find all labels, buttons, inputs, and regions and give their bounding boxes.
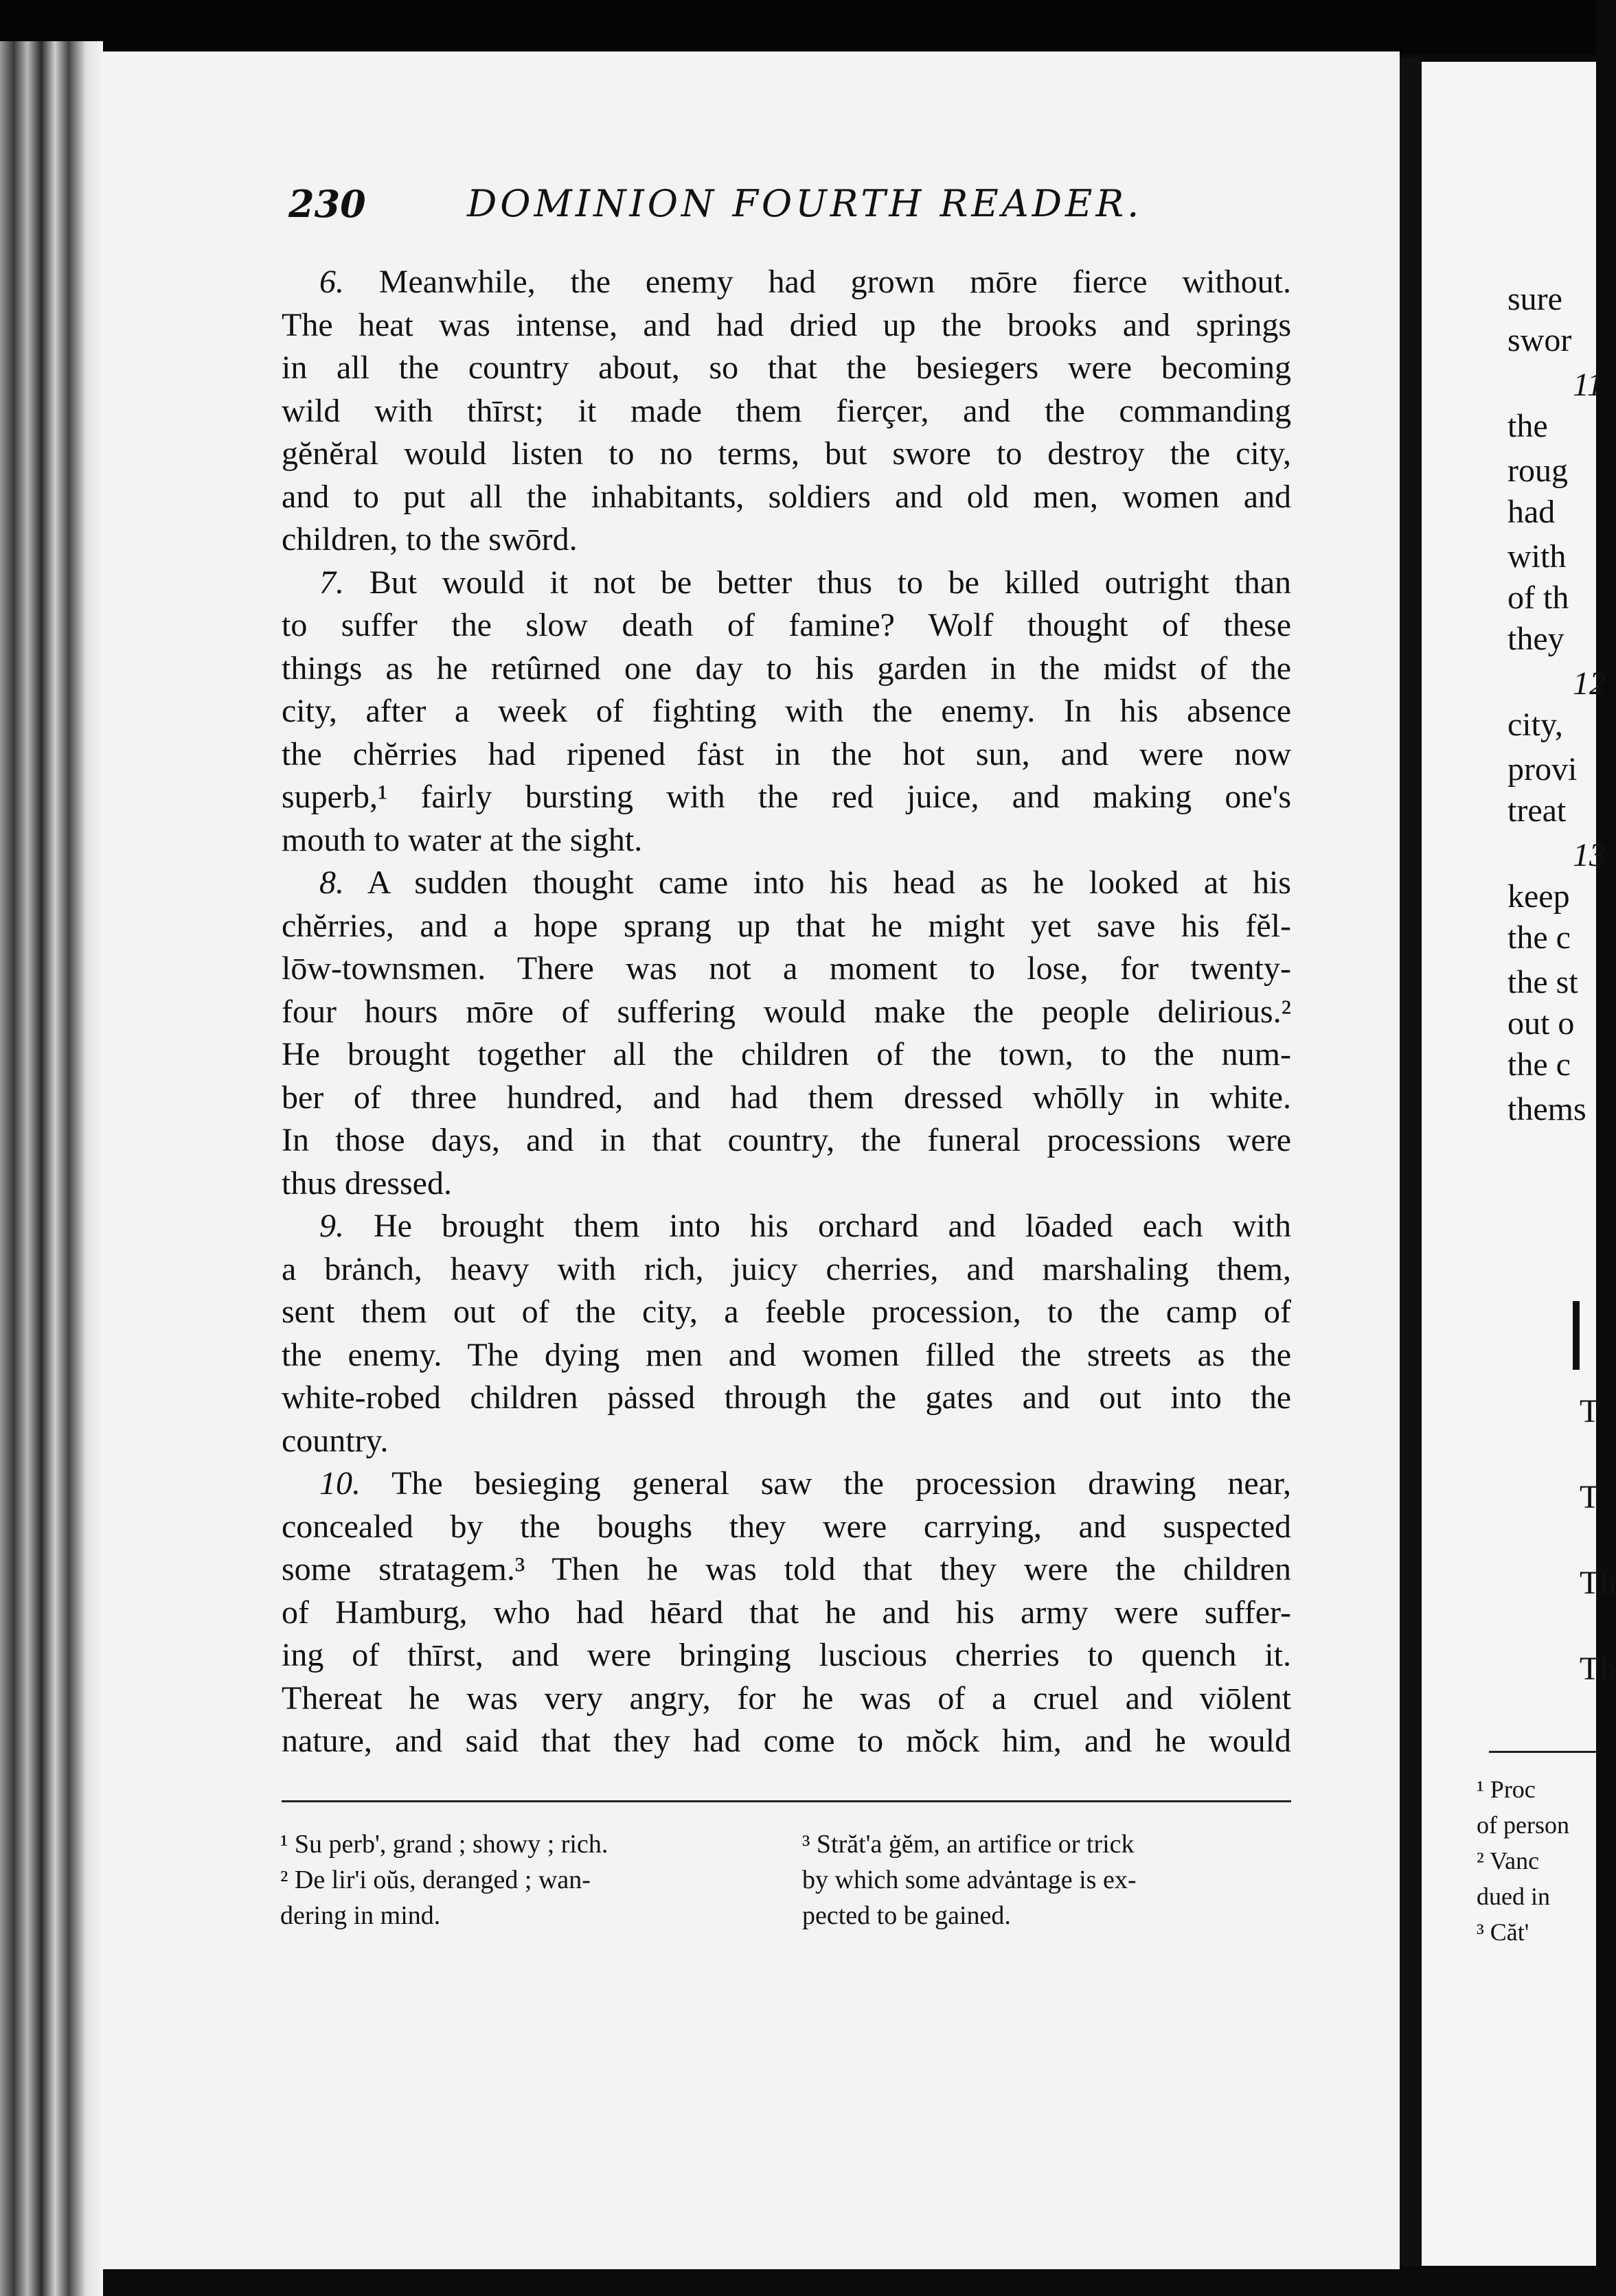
line-text: the enemy. The dying men and women filled the streets as the	[282, 1336, 1291, 1373]
text-line	[282, 1119, 1291, 1162]
facing-page-line: city,	[1507, 707, 1563, 743]
text-line	[282, 1720, 1291, 1763]
footnote-line: dering in mind.	[280, 1901, 441, 1930]
line-text: country.	[282, 1422, 389, 1459]
facing-page-line: out o	[1507, 1005, 1575, 1042]
line-text: city, after a week of fighting with the enemy. In his absence	[282, 693, 1291, 729]
facing-page-line: the c	[1507, 1046, 1571, 1083]
footnote-rule	[282, 1800, 1291, 1802]
facing-page-line: provi	[1507, 751, 1578, 788]
line-text: lōw-townsmen. There was not a moment to lose, for twenty-	[282, 950, 1291, 987]
text-line	[282, 1592, 1291, 1635]
line-text: sent them out of the city, a feeble procession, to the camp of	[282, 1294, 1291, 1330]
line-text: The besieging general saw the procession drawing near,	[391, 1465, 1291, 1502]
text-line	[282, 1377, 1291, 1420]
text-line	[282, 1548, 1291, 1592]
facing-page-line: the st	[1507, 964, 1578, 1000]
facing-page-line: roug	[1507, 452, 1568, 489]
facing-page-poem-initial: T	[1580, 1393, 1600, 1430]
text-line	[282, 347, 1291, 390]
text-line	[282, 1677, 1291, 1721]
paragraph-number: 9.	[319, 1208, 344, 1244]
facing-page-line: had	[1507, 494, 1556, 530]
facing-page-line: keep	[1507, 878, 1570, 915]
line-text: ber of three hundred, and had them dressed whōlly in white.	[282, 1079, 1291, 1116]
footnote-line: pected to be gained.	[802, 1901, 1011, 1930]
text-line	[282, 1248, 1291, 1292]
text-line	[282, 905, 1291, 948]
facing-page-line: they	[1507, 621, 1564, 657]
line-text: white-robed children pȧssed through the gates and out into the	[282, 1379, 1291, 1416]
text-line	[282, 647, 1291, 691]
running-title: DOMINION FOURTH READER.	[467, 182, 1143, 225]
line-text: and to put all the inhabitants, soldiers and old men, women and	[282, 478, 1291, 515]
text-line	[282, 776, 1291, 819]
facing-page-line: swor	[1507, 322, 1572, 358]
text-line	[282, 1205, 1291, 1248]
line-text: a brȧnch, heavy with rich, juicy cherries, and marshaling them,	[282, 1250, 1291, 1287]
footnotes-right-column	[802, 1826, 1283, 1933]
line-text: ing of thīrst, and were bringing luscious cherries to quench it.	[282, 1637, 1291, 1673]
text-line	[282, 304, 1291, 347]
facing-page-line: 13.	[1573, 837, 1614, 873]
facing-page-poem-initial: Th	[1580, 1565, 1616, 1601]
facing-page-footnote-line: dued in	[1477, 1883, 1550, 1910]
text-line	[282, 991, 1291, 1034]
line-text: four hours mōre of suffering would make the people delirious.²	[282, 993, 1291, 1030]
text-line	[282, 819, 1291, 862]
text-line	[282, 948, 1291, 991]
line-text: chĕrries, and a hope sprang up that he might yet save his fĕl-	[282, 907, 1291, 944]
line-text: to suffer the slow death of famine? Wolf thought of these	[282, 607, 1291, 643]
facing-page-line: the c	[1507, 919, 1571, 956]
line-text: He brought together all the children of the town, to the num-	[282, 1036, 1291, 1072]
line-text: The heat was intense, and had dried up the brooks and springs	[282, 306, 1291, 343]
footnote-line: ¹ Su perb', grand ; showy ; rich.	[280, 1830, 608, 1859]
body-text	[282, 261, 1291, 1763]
text-line	[282, 862, 1291, 905]
footnote-line: ³ Străt'a ġĕm, an artifice or trick	[802, 1830, 1135, 1859]
text-line	[282, 476, 1291, 519]
line-text: mouth to water at the sight.	[282, 821, 643, 858]
text-line	[282, 518, 1291, 562]
paragraph-number: 7.	[319, 564, 344, 601]
text-line	[282, 1506, 1291, 1549]
facing-page-line: with	[1507, 538, 1567, 575]
text-line	[282, 1077, 1291, 1120]
facing-page-bracket	[1573, 1301, 1580, 1370]
facing-page-footnote-line: of person	[1477, 1811, 1569, 1839]
line-text: things as he retûrned one day to his garden in the midst of the	[282, 650, 1291, 687]
line-text: A sudden thought came into his head as he looked at his	[367, 864, 1291, 901]
text-line	[282, 261, 1291, 304]
footnote-line: by which some advȧntage is ex-	[802, 1866, 1137, 1894]
paragraph-number: 10.	[319, 1465, 361, 1502]
line-text: thus dressed.	[282, 1164, 452, 1202]
line-text: children, to the swōrd.	[282, 521, 578, 558]
line-text: the chĕrries had ripened fȧst in the hot sun, and were now	[282, 735, 1291, 772]
facing-page-poem-initial: T	[1580, 1479, 1600, 1515]
text-line	[282, 1334, 1291, 1377]
text-line	[282, 1162, 1291, 1206]
footnotes-left-column	[280, 1826, 761, 1933]
facing-page-line: 12	[1573, 665, 1606, 702]
line-text: But would it not be better thus to be killed outright than	[369, 564, 1292, 601]
line-text: wild with thīrst; it made them fierçer, and the commanding	[282, 392, 1291, 429]
line-text: gĕnĕral would listen to no terms, but swore to destroy the city,	[282, 435, 1291, 472]
facing-page-line: 11	[1573, 367, 1604, 403]
line-text: nature, and said that they had come to mŏck him, and he would	[282, 1723, 1291, 1759]
facing-page-footnote-line: ² Vanc	[1477, 1847, 1540, 1874]
text-line	[282, 733, 1291, 777]
text-line	[282, 562, 1291, 605]
text-line	[282, 1420, 1291, 1463]
page-number: 230	[288, 182, 366, 226]
page-header	[288, 182, 1319, 237]
line-text: In those days, and in that country, the funeral processions were	[282, 1122, 1291, 1158]
book-spine	[0, 41, 103, 2296]
facing-page-footnote-rule	[1489, 1751, 1596, 1753]
facing-page-poem-initial: Th	[1580, 1651, 1616, 1687]
facing-page-footnote-line: ¹ Proc	[1477, 1776, 1536, 1803]
facing-page-line: treat	[1507, 792, 1567, 829]
line-text: of Hamburg, who had hēard that he and his army were suffer-	[282, 1594, 1291, 1631]
text-line	[282, 433, 1291, 476]
facing-page-line: sure	[1507, 281, 1562, 317]
line-text: Thereat he was very angry, for he was of a cruel and viōlent	[282, 1679, 1291, 1717]
facing-page-line: thems	[1507, 1091, 1586, 1127]
text-line	[282, 1291, 1291, 1334]
line-text: He brought them into his orchard and lōaded each with	[374, 1208, 1292, 1244]
text-line	[282, 690, 1291, 733]
line-text: in all the country about, so that the besiegers were becoming	[282, 349, 1291, 386]
facing-page-line: the	[1507, 408, 1548, 444]
line-text: concealed by the boughs they were carrying, and suspected	[282, 1508, 1291, 1545]
text-line	[282, 1634, 1291, 1677]
paragraph-number: 6.	[319, 264, 344, 300]
line-text: Meanwhile, the enemy had grown mōre fierce without.	[378, 264, 1292, 300]
page-gutter	[1400, 58, 1422, 2266]
facing-page-line: of th	[1507, 579, 1569, 616]
text-line	[282, 1462, 1291, 1506]
line-text: some stratagem.³ Then he was told that they were the children	[282, 1551, 1291, 1587]
text-line	[282, 604, 1291, 647]
text-line	[282, 390, 1291, 433]
scan-top-border	[0, 0, 1596, 55]
line-text: superb,¹ fairly bursting with the red juice, and making one's	[282, 779, 1291, 815]
paragraph-number: 8.	[319, 864, 344, 901]
facing-page-footnotes	[1477, 1771, 1569, 1950]
footnote-line: ² De lir'i oŭs, deranged ; wan-	[280, 1866, 591, 1894]
facing-page-footnote-line: ³ Căt'	[1477, 1918, 1529, 1946]
text-line	[282, 1033, 1291, 1077]
